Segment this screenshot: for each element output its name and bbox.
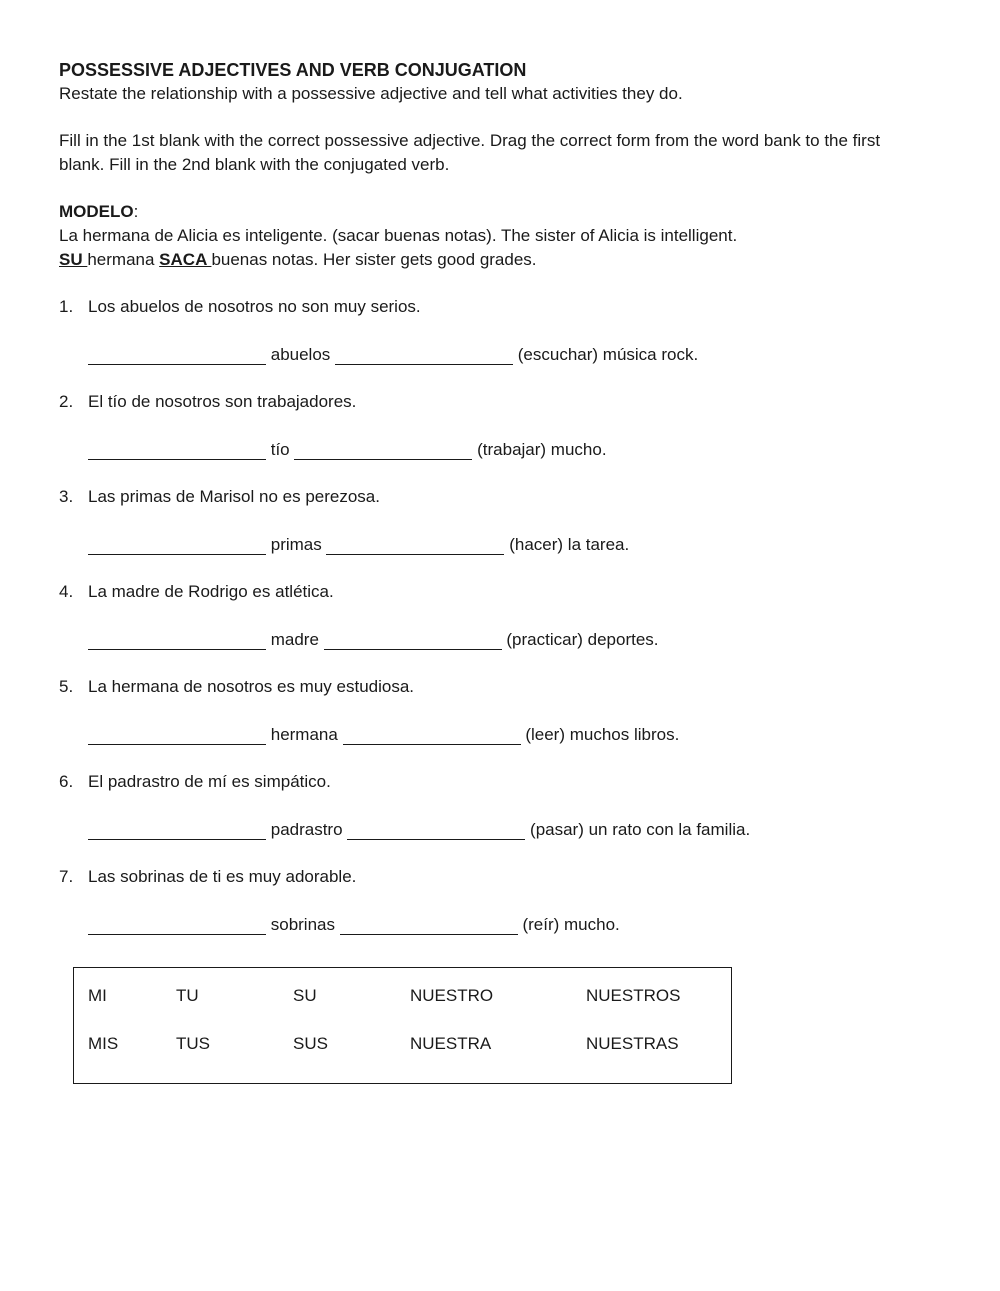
page-title: POSSESSIVE ADJECTIVES AND VERB CONJUGATION xyxy=(59,60,527,80)
modelo-heading xyxy=(59,200,949,224)
item-prompt: Las primas de Marisol no es perezosa. xyxy=(88,487,380,506)
modelo-colon: : xyxy=(133,202,139,221)
item-verb-hint: (leer) muchos libros. xyxy=(525,725,680,744)
item-number: 5. xyxy=(59,677,74,696)
possessive-adjective-blank[interactable] xyxy=(88,348,266,365)
modelo-answer xyxy=(59,248,949,272)
modelo-example: La hermana de Alicia es inteligente. (sacar buenas notas). The sister of Alicia is intelligent. xyxy=(59,226,738,245)
exercise-item-4 xyxy=(59,580,949,652)
verb-blank[interactable] xyxy=(340,918,518,935)
verb-blank[interactable] xyxy=(335,348,513,365)
word-bank-word-nuestra[interactable]: NUESTRA xyxy=(410,1034,492,1053)
item-number: 4. xyxy=(59,582,74,601)
possessive-adjective-blank[interactable] xyxy=(88,823,266,840)
item-number: 2. xyxy=(59,392,74,411)
possessive-adjective-blank[interactable] xyxy=(88,538,266,555)
item-noun: sobrinas xyxy=(270,915,335,934)
word-bank-word-nuestras[interactable]: NUESTRAS xyxy=(586,1034,679,1053)
instructions-line-2: blank. Fill in the 2nd blank with the conjugated verb. xyxy=(59,155,450,174)
modelo-label: MODELO xyxy=(59,202,134,221)
item-prompt: Los abuelos de nosotros no son muy serios. xyxy=(88,297,421,316)
modelo-answer-verb: SACA xyxy=(159,250,212,269)
item-noun: madre xyxy=(270,630,319,649)
item-verb-hint: (reír) mucho. xyxy=(522,915,620,934)
item-prompt: El padrastro de mí es simpático. xyxy=(88,772,331,791)
word-bank-word-nuestro[interactable]: NUESTRO xyxy=(410,986,494,1005)
exercise-list xyxy=(59,295,949,937)
item-prompt: El tío de nosotros son trabajadores. xyxy=(88,392,357,411)
item-noun: primas xyxy=(270,535,322,554)
worksheet xyxy=(59,58,949,937)
item-verb-hint: (trabajar) mucho. xyxy=(477,440,607,459)
word-bank-word-su[interactable]: SU xyxy=(293,986,317,1005)
item-prompt: La hermana de nosotros es muy estudiosa. xyxy=(88,677,415,696)
exercise-item-6 xyxy=(59,770,949,842)
word-bank xyxy=(73,967,732,1084)
verb-blank[interactable] xyxy=(343,728,521,745)
item-number: 3. xyxy=(59,487,74,506)
verb-blank[interactable] xyxy=(324,633,502,650)
exercise-item-2 xyxy=(59,390,949,462)
word-bank-word-mi[interactable]: MI xyxy=(88,986,107,1005)
modelo-answer-adjective: SU xyxy=(59,250,88,269)
modelo-answer-noun: hermana xyxy=(87,250,160,269)
exercise-item-1 xyxy=(59,295,949,367)
item-noun: abuelos xyxy=(270,345,331,364)
page-subtitle: Restate the relationship with a possessive adjective and tell what activities they do. xyxy=(59,84,683,103)
item-noun: tío xyxy=(270,440,290,459)
item-number: 6. xyxy=(59,772,74,791)
item-number: 7. xyxy=(59,867,74,886)
item-noun: padrastro xyxy=(270,820,343,839)
possessive-adjective-blank[interactable] xyxy=(88,443,266,460)
verb-blank[interactable] xyxy=(326,538,504,555)
exercise-item-5 xyxy=(59,675,949,747)
item-verb-hint: (practicar) deportes. xyxy=(506,630,659,649)
exercise-item-3 xyxy=(59,485,949,557)
item-verb-hint: (escuchar) música rock. xyxy=(517,345,699,364)
verb-blank[interactable] xyxy=(347,823,525,840)
word-bank-word-sus[interactable]: SUS xyxy=(293,1034,328,1053)
possessive-adjective-blank[interactable] xyxy=(88,728,266,745)
modelo-answer-rest: buenas notas. Her sister gets good grades. xyxy=(211,250,537,269)
item-noun: hermana xyxy=(270,725,338,744)
instructions-line-1: Fill in the 1st blank with the correct possessive adjective. Drag the correct form from the word bank to the first xyxy=(59,131,881,150)
item-verb-hint: (hacer) la tarea. xyxy=(509,535,630,554)
possessive-adjective-blank[interactable] xyxy=(88,918,266,935)
item-verb-hint: (pasar) un rato con la familia. xyxy=(530,820,751,839)
item-prompt: La madre de Rodrigo es atlética. xyxy=(88,582,334,601)
word-bank-word-mis[interactable]: MIS xyxy=(88,1034,119,1053)
item-prompt: Las sobrinas de ti es muy adorable. xyxy=(88,867,357,886)
verb-blank[interactable] xyxy=(294,443,472,460)
possessive-adjective-blank[interactable] xyxy=(88,633,266,650)
word-bank-word-nuestros[interactable]: NUESTROS xyxy=(586,986,681,1005)
exercise-item-7 xyxy=(59,865,949,937)
word-bank-word-tu[interactable]: TU xyxy=(176,986,199,1005)
word-bank-word-tus[interactable]: TUS xyxy=(176,1034,210,1053)
item-number: 1. xyxy=(59,297,74,316)
